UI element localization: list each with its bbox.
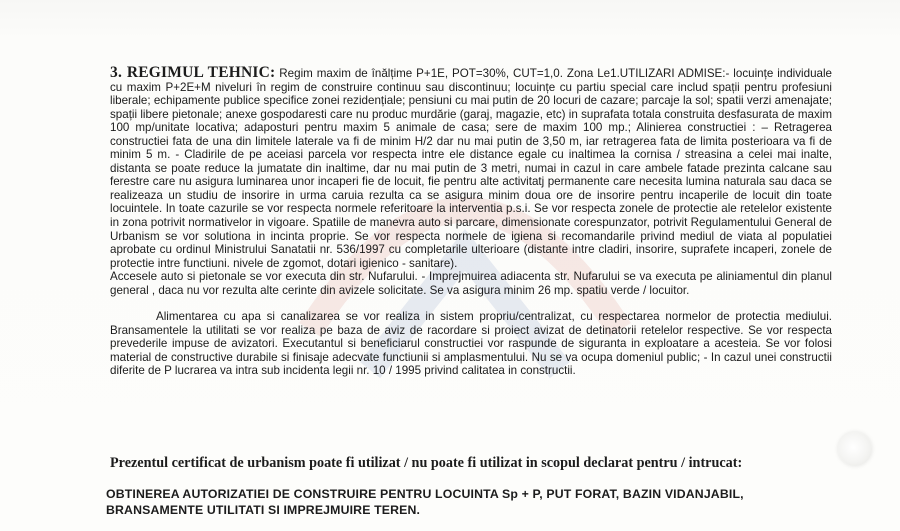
main-paragraph-text: Regim maxim de înălțime P+1E, POT=30%, CUT=1,0. Zona Le1.UTILIZARI ADMISE:- locuințe individuale cu maxim P+2E+M niveluri în regim de construire continuu sau discontinuu; locuințe cu partiu special care includ spații pentru profesiuni liberale; echipamente publice specifice zonei rezidențiale; pensiuni cu mai putin de 20 locuri de cazare; parcaje la sol; spatii verzi amenajate; spații libere pietonale; anexe gospodaresti care nu produc murdărie (garaj, magazie, etc) in suprafata totala construita desfasurata de maxim 100 mp/unitate locativa; adaposturi pentru maxim 5 animale de casa; sere de maxim 100 mp.; Alinierea constructiei : – Retragerea constructiei fata de una din limitele laterale va fi de minim H/2 dar nu mai putin de 3,50 m, iar retragerea fata de limita posterioara va fi de minim 5 m. - Cladirile de pe aceiasi parcela vor respecta intre ele distance egale cu inaltimea la cornisa / streasina a celei mai inalte, distanta se poate reduce la jumatate din inaltime, dar nu mai putin de 3 metri, numai in cazul in care ambele fatade prezinta calcane sau ferestre care nu asigura luminarea unor incaperi fie de locuit, fie pentru alte activitatj permanente care necesita lumina naturala sau daca se realizeaza un studiu de insorire in urma caruia rezulta ca se asigura minim doua ore de insorire pentru incaperile de locuit din toate locuintele. In toate cazurile se vor respecta normele referitoare la interventia p.s.i. Se vor respecta zonele de protectie ale retelelor existente in zona potrivit normativelor in vigoare. Spatiile de manevra auto si parcare, dimensionate corespunzator, potrivit Regulamentului General de Urbanism se vor solutiona in incinta proprie. Se vor respecta normele de igiena si recomandarile privind mediul de viata al populatiei aprobate cu ordinul Ministrului Sanatatii nr. 536/1997 cu completarile ulterioare (distante intre cladiri, insorire, suprafete incaperi, zonele de protectie intre functiuni. nivele de zgomot, dotari igienico - sanitare). bbox=[110, 67, 832, 270]
regimul-tehnic-section bbox=[110, 66, 832, 378]
utilities-paragraph: Alimentarea cu apa si canalizarea se vor realiza in sistem propriu/centralizat, cu respectarea normelor de protectia mediului. Bransamentele la utilitati se vor realiza pe baza de aviz de racordare si proiect avizat de detinatorii retelelor respective. Se vor respecta prevederile impuse de avizatori. Executantul si beneficiarul constructiei vor raspunde de siguranta in exploatare a acesteia. Se vor folosi material de constructive durabile si finisaje adecvate functiunii si amplasmentului. Nu se va ocupa domeniul public; - In cazul unei constructii diferite de P lucrarea va intra sub incidenta legii nr. 10 / 1995 privind calitatea in constructii. bbox=[110, 310, 832, 378]
certificate-purpose: OBTINEREA AUTORIZATIEI DE CONSTRUIRE PENTRU LOCUINTA Sp + P, PUT FORAT, BAZIN VIDANJABIL, BRANSAMENTE UTILITATI SI IMPREJMUIRE TEREN. bbox=[106, 487, 744, 517]
section-heading: 3. REGIMUL TEHNIC: bbox=[110, 64, 276, 81]
main-paragraph bbox=[110, 66, 832, 270]
punch-hole-mark bbox=[838, 432, 872, 466]
access-paragraph: Accesele auto si pietonale se vor executa din str. Nufarului. - Imprejmuirea adiacenta str. Nufarului se va executa pe aliniamentul din planul general , daca nu vor rezulta alte cerinte din avizele solicitate. Se va asigura minim 26 mp. spatiu verde / locuitor. bbox=[110, 270, 832, 297]
certificate-statement: Prezentul certificat de urbanism poate fi utilizat / nu poate fi utilizat in scopul declarat pentru / intrucat: bbox=[110, 455, 743, 471]
